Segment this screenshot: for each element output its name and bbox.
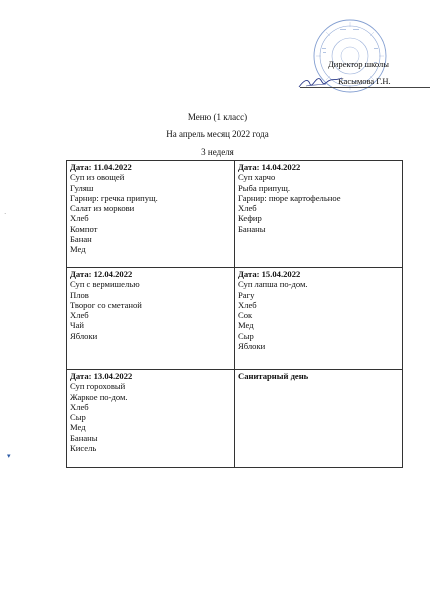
menu-item: Яблоки [238, 341, 266, 352]
table-row [67, 161, 403, 268]
menu-item: Бананы [238, 223, 266, 234]
menu-item: Суп харчо [238, 172, 276, 183]
day-date: Дата: 13.04.2022 [70, 371, 133, 381]
menu-item: Чай [70, 320, 84, 331]
table-row [67, 370, 403, 468]
menu-item: Кисель [70, 443, 97, 454]
menu-item: Кефир [238, 213, 262, 224]
menu-item: Суп лапша по-дом. [238, 279, 308, 290]
menu-item: Рагу [238, 289, 255, 300]
menu-item: Рыба припущ. [238, 182, 291, 193]
menu-item: Хлеб [70, 213, 89, 224]
table-row [67, 268, 403, 370]
page-subtitle: На апрель месяц 2022 года [166, 129, 269, 139]
day-date: Дата: 11.04.2022 [70, 162, 132, 172]
menu-item: Хлеб [70, 401, 89, 412]
day-date: Дата: 15.04.2022 [238, 269, 301, 279]
scan-mark: ▾ [7, 452, 11, 460]
day-cell [235, 268, 403, 370]
day-cell [67, 370, 235, 468]
menu-item: Гарнир: гречка припущ. [70, 192, 158, 203]
menu-item: Гарнир: пюре картофельное [238, 192, 341, 203]
menu-table [66, 160, 403, 468]
sanitary-day-label: Санитарный день [238, 371, 309, 381]
menu-item: Сок [238, 310, 253, 321]
menu-item: Творог со сметаной [70, 299, 142, 310]
menu-item: Банан [70, 234, 92, 245]
menu-item: Жаркое по-дом. [70, 391, 128, 402]
menu-item: Компот [70, 223, 98, 234]
day-cell [235, 370, 403, 468]
day-cell [67, 268, 235, 370]
page-title: Меню (1 класс) [187, 112, 248, 122]
menu-item: Хлеб [70, 310, 89, 321]
week-label: 3 неделя [201, 147, 234, 157]
menu-item: Суп гороховый [70, 381, 126, 392]
day-cell [67, 161, 235, 268]
approval-position: Директор школы [328, 59, 389, 69]
menu-item: Плов [70, 289, 89, 300]
menu-item: Хлеб [238, 203, 257, 214]
menu-item: Сыр [238, 330, 254, 341]
approval-name: Касымова Г.Н. [338, 76, 391, 86]
menu-item: Мед [238, 320, 254, 331]
scan-mark: · [4, 210, 7, 218]
menu-item: Мед [70, 244, 86, 255]
menu-item: Хлеб [238, 299, 257, 310]
menu-item: Суп с вермишелью [70, 279, 140, 290]
menu-item: Салат из моркови [70, 203, 135, 214]
menu-item: Бананы [70, 432, 98, 443]
menu-item: Яблоки [70, 330, 98, 341]
menu-item: Гуляш [70, 182, 94, 193]
menu-item: Мед [70, 422, 86, 433]
day-date: Дата: 12.04.2022 [70, 269, 133, 279]
day-date: Дата: 14.04.2022 [238, 162, 301, 172]
day-cell [235, 161, 403, 268]
menu-item: Сыр [70, 412, 86, 423]
signature-icon [296, 70, 344, 92]
menu-item: Суп из овощей [70, 172, 125, 183]
